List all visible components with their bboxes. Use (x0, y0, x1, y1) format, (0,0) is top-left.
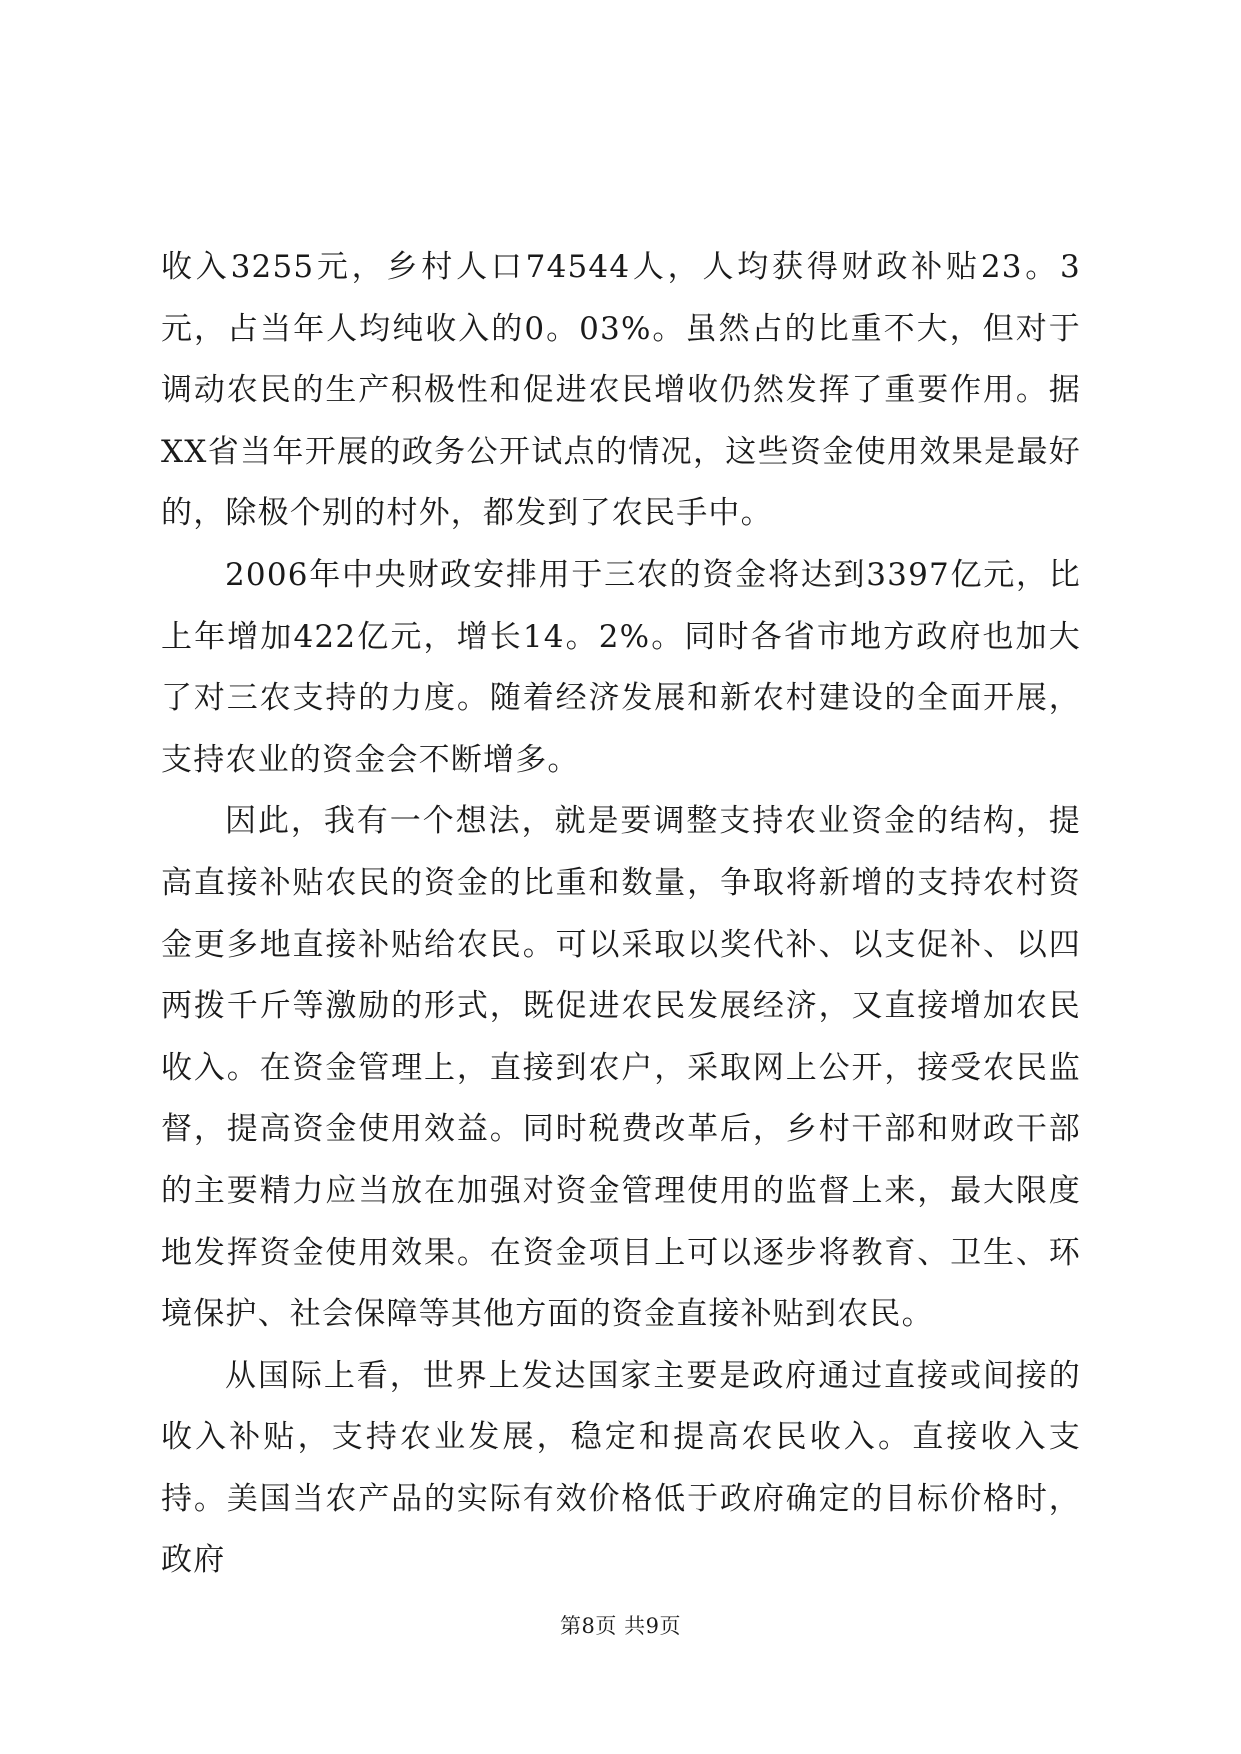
paragraph-3: 因此，我有一个想法，就是要调整支持农业资金的结构，提高直接补贴农民的资金的比重和数量，争取将新增的支持农村资金更多地直接补贴给农民。可以采取以奖代补、以支促补、以四两拨千斤等激励的形式，既促进农民发展经济，又直接增加农民收入。在资金管理上，直接到农户，采取网上公开，接受农民监督，提高资金使用效益。同时税费改革后，乡村干部和财政干部的主要精力应当放在加强对资金管理使用的监督上来，最大限度地发挥资金使用效果。在资金项目上可以逐步将教育、卫生、环境保护、社会保障等其他方面的资金直接补贴到农民。 (161, 803, 1081, 1333)
page-footer (0, 1610, 1241, 1640)
paragraph-2: 2006年中央财政安排用于三农的资金将达到3397亿元，比上年增加422亿元，增长14。2%。同时各省市地方政府也加大了对三农支持的力度。随着经济发展和新农村建设的全面开展，支持农业的资金会不断增多。 (161, 556, 1081, 778)
document-body (161, 237, 1081, 1592)
paragraph-1: 收入3255元，乡村人口74544人，人均获得财政补贴23。3元，占当年人均纯收入的0。03%。虽然占的比重不大，但对于调动农民的生产积极性和促进农民增收仍然发挥了重要作用。据XX省当年开展的政务公开试点的情况，这些资金使用效果是最好的，除极个别的村外，都发到了农民手中。 (161, 249, 1081, 532)
paragraph-4: 从国际上看，世界上发达国家主要是政府通过直接或间接的收入补贴，支持农业发展，稳定和提高农民收入。直接收入支持。美国当农产品的实际有效价格低于政府确定的目标价格时，政府 (161, 1357, 1081, 1579)
page-number-label: 第8页 共9页 (560, 1614, 681, 1638)
